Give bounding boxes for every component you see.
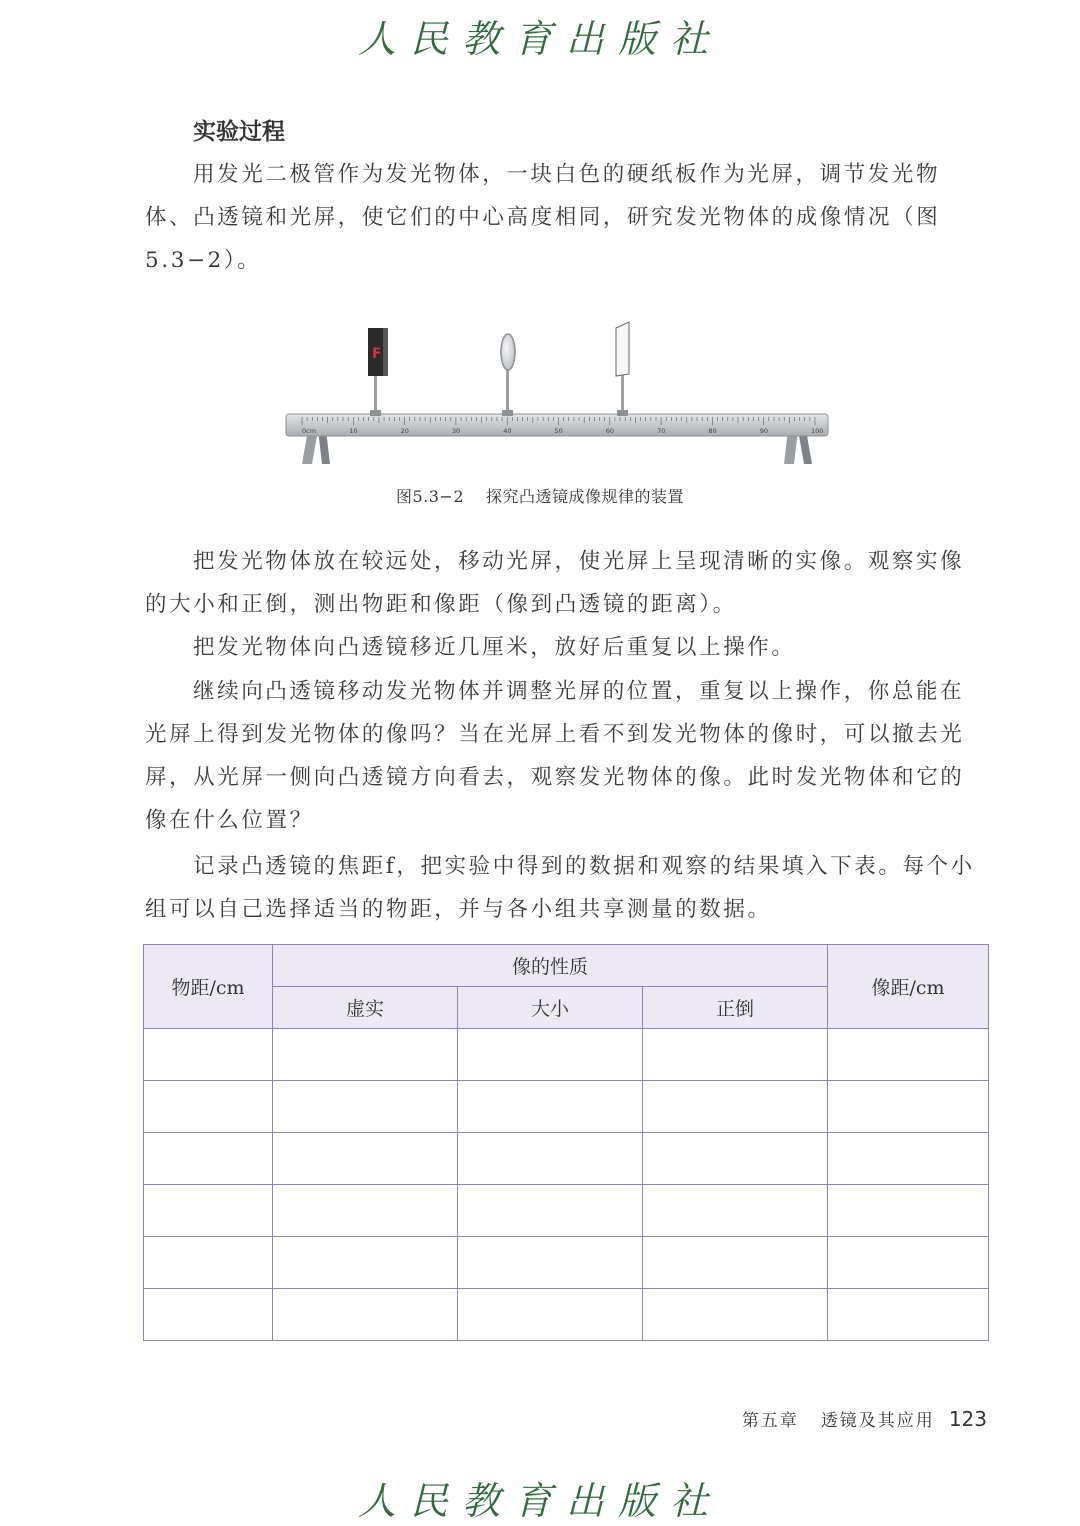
figure-caption [0,484,1080,507]
table-cell [458,1133,643,1185]
page-number: 123 [948,1407,987,1431]
table-row [144,1133,989,1185]
table-cell [273,1029,458,1081]
table-cell [144,1081,273,1133]
table-cell [273,1237,458,1289]
table-row [144,1081,989,1133]
convex-lens [501,334,515,370]
ruler-label: 10 [349,427,358,435]
ruler-label: 30 [451,427,461,435]
ruler-label: 50 [554,427,563,435]
lens-post [506,368,509,414]
table-cell [273,1289,458,1341]
section-title: 实验过程 [193,118,285,145]
table-row [144,1029,989,1081]
table-cell [643,1029,828,1081]
header-size: 大小 [458,987,643,1029]
table-cell [643,1237,828,1289]
table-cell [828,1081,989,1133]
table-cell [144,1185,273,1237]
ruler-unit-label: 0cm [302,427,317,435]
table-cell [828,1289,989,1341]
white-screen [616,322,629,376]
table-cell [828,1029,989,1081]
paragraph-step-1: 把发光物体放在较远处，移动光屏，使光屏上呈现清晰的实像。观察实像的大小和正倒，测出物距和像距（像到凸透镜的距离）。 [145,549,965,617]
table-row [144,1289,989,1341]
led-letter: F [372,346,382,362]
table-cell [643,1185,828,1237]
figure-number: 图5.3−2 [395,487,465,506]
ruler-label: 40 [503,427,512,435]
paragraph-step-2: 把发光物体向凸透镜移近几厘米，放好后重复以上操作。 [193,635,796,660]
header-orientation: 正倒 [643,987,828,1029]
table-cell [458,1237,643,1289]
ruler-label: 20 [400,427,409,435]
optical-bench-illustration [280,318,840,478]
table-cell [273,1185,458,1237]
header-image-properties: 像的性质 [273,945,828,987]
ruler-label: 80 [708,427,717,435]
table-cell [828,1185,989,1237]
led-post [374,374,377,414]
paragraph-record: 记录凸透镜的焦距f，把实验中得到的数据和观察的结果填入下表。每个小组可以自己选择适当的物距，并与各小组共享测量的数据。 [145,854,975,922]
table-cell [458,1185,643,1237]
table-cell [458,1289,643,1341]
ruler-label: 70 [657,427,666,435]
table-cell [458,1081,643,1133]
table-cell [643,1289,828,1341]
optical-bench-figure [280,318,840,478]
table-cell [144,1133,273,1185]
page-footer [742,1406,987,1431]
header-object-distance: 物距/cm [144,945,273,1029]
table-cell [458,1029,643,1081]
table-cell [144,1289,273,1341]
publisher-watermark-bottom: 人民教育出版社 [357,1479,722,1523]
figure-caption-text: 探究凸透镜成像规律的装置 [486,487,685,506]
paragraph-setup: 用发光二极管作为发光物体，一块白色的硬纸板作为光屏，调节发光物体、凸透镜和光屏，使它们的中心高度相同，研究发光物体的成像情况（图 5.3−2）。 [145,162,941,273]
table-row [144,1237,989,1289]
publisher-watermark-top: 人民教育出版社 [357,17,722,61]
table-body [144,1029,989,1341]
table-cell [643,1081,828,1133]
paragraph-step-3: 继续向凸透镜移动发光物体并调整光屏的位置，重复以上操作，你总能在光屏上得到发光物体的像吗？当在光屏上看不到发光物体的像时，可以撤去光屏，从光屏一侧向凸透镜方向看去，观察发光物体的像。此时发光物体和它的像在什么位置？ [145,679,965,833]
header-image-distance: 像距/cm [828,945,989,1029]
table-cell [643,1133,828,1185]
screen-post [621,374,624,414]
table-cell [144,1029,273,1081]
footer-chapter-title: 透镜及其应用 [820,1411,935,1431]
table-cell [828,1133,989,1185]
table-cell [273,1133,458,1185]
observation-table [143,944,989,1341]
table-cell [828,1237,989,1289]
footer-chapter: 第五章 [741,1411,799,1431]
ruler-label: 100 [811,427,824,435]
table-cell [273,1081,458,1133]
table-row [144,1185,989,1237]
header-real-virtual: 虚实 [273,987,458,1029]
ruler-label: 90 [759,427,768,435]
ruler-label: 60 [605,427,615,435]
table-cell [144,1237,273,1289]
